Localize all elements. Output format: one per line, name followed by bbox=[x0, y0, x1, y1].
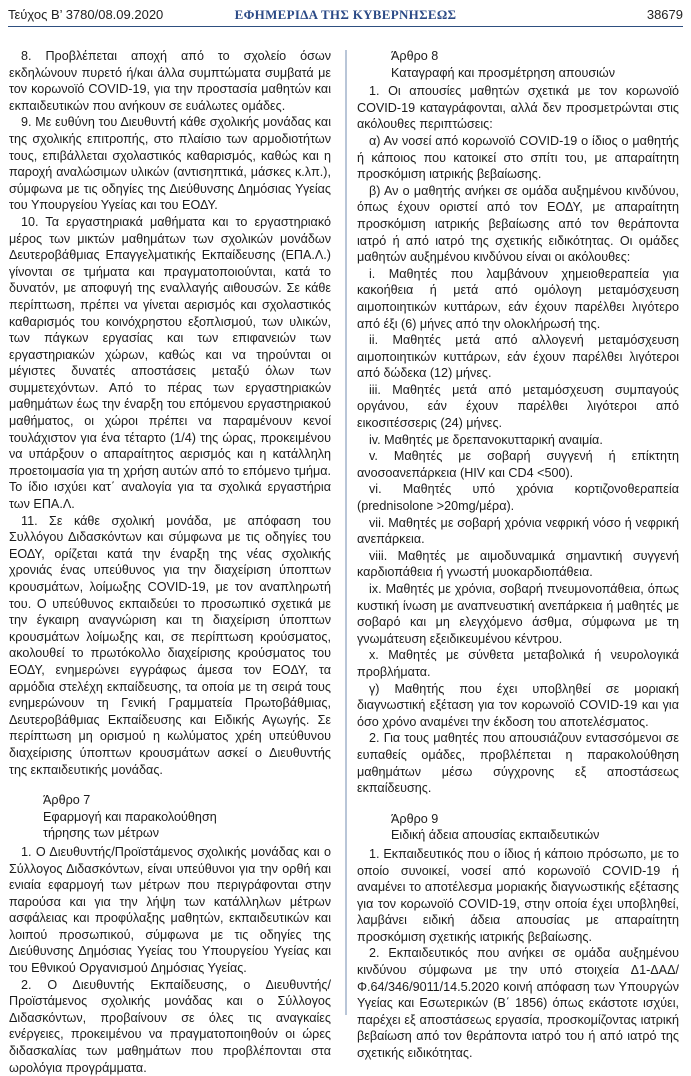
page-header bbox=[8, 4, 683, 27]
risk-group-item: viii. Μαθητές με αιμοδυναμικά σημαντική συγγενή καρδιοπάθεια ή γνωστή μυοκαρδιοπάθεια. bbox=[357, 548, 679, 580]
article-title: Καταγραφή και προσμέτρηση απουσιών bbox=[391, 65, 616, 80]
article-9-heading bbox=[357, 811, 679, 844]
article-7-heading bbox=[9, 792, 331, 842]
right-column bbox=[357, 48, 679, 1062]
article-number: Άρθρο 8 bbox=[391, 49, 439, 63]
issue-number: Τεύχος Β’ 3780/08.09.2020 bbox=[8, 7, 164, 22]
column-divider bbox=[345, 50, 347, 1015]
article-8-paragraph-1: 1. Οι απουσίες μαθητών σχετικά με τον κορωνοϊό COVID-19 καταγράφονται, αλλά δεν προσμετρώνται στις ακόλουθες περιπτώσεις: bbox=[357, 84, 679, 132]
paragraph-11: 11. Σε κάθε σχολική μονάδα, με απόφαση του Συλλόγου Διδασκόντων και σύμφωνα με τις οδηγίες του ΕΟΔΥ, ορίζεται κατά την έναρξη της νέας σχολικής χρονιάς ένας υπεύθυνος για την διαχείριση ύποπτων κρουσμάτων, λοίμωξης COVID-19, με τον αναπληρωτή του. Ο υπεύθυνος εκπαιδεύει το προσωπικό σχετικά με την έγκαιρη αναγνώριση και τη διαχείριση ύποπτων κρουσμάτων λοίμωξης και, σε περίπτωση κρούσματος, ακολουθεί το πρωτόκολλο διαχείρισης κρούσματος του ΕΟΔΥ, ενημερώνει εγγράφως άμεσα τον ΕΟΔΥ, τα αρμόδια στελέχη εκπαίδευσης, τα οποία με τη σειρά τους ενημερώνουν τη Γενική Γραμματεία Πρωτοβάθμιας, Δευτεροβάθμιας Εκπαίδευσης και Ειδικής Αγωγής. Σε περίπτωση μη ορισμού η κωλύματος χρέη υπεύθυνου διαχείρισης ύποπτων κρουσμάτων ασκεί ο Διευθυντής της εκπαιδευτικής μονάδας. bbox=[9, 513, 331, 777]
gazette-title: ΕΦΗΜΕΡΙΔΑ ΤΗΣ ΚΥΒΕΡΝΗΣΕΩΣ bbox=[234, 7, 457, 22]
article-9-paragraph-2: 2. Εκπαιδευτικός που ανήκει σε ομάδα αυξημένου κινδύνου σύμφωνα με την υπό στοιχεία Δ1-ΔΑΔ/Φ.64/346/9011/14.5.2020 κοινή απόφαση των Υπουργών Υγείας και Εσωτερικών (Β΄ 1856) όπως εκάστοτε ισχύει, παρέχει εξ αποστάσεως εργασία, προσκομίζοντας ιατρική βεβαίωση από τον θεράποντα ιατρό του ή από ιατρό της σχετικής ειδικότητας. bbox=[357, 946, 679, 1061]
paragraph-8: 8. Προβλέπεται αποχή από το σχολείο όσων εκδηλώνουν πυρετό ή/και άλλα συμπτώματα συμβατά με τον κορωνοϊό COVID-19, για την προστασία μαθητών και εκπαιδευτικών που ανήκουν σε ευάλωτες ομάδες. bbox=[9, 49, 331, 113]
article-8-paragraph-2: 2. Για τους μαθητές που απουσιάζουν εντασσόμενοι σε ευπαθείς ομάδες, προβλέπεται η παρακολούθηση μαθημάτων μέσω σύγχρονης εξ αποστάσεως εκπαίδευσης. bbox=[357, 731, 679, 796]
risk-group-item: i. Μαθητές που λαμβάνουν χημειοθεραπεία για κακοήθεια ή μετά από ομόλογη μεταμόσχευση αιμοποιητικών κυττάρων, εάν έχουν παρέλθει λιγότερο από έξι (6) μήνες από την ολοκλήρωσή της. bbox=[357, 266, 679, 331]
risk-group-item: x. Μαθητές με σύνθετα μεταβολικά ή νευρολογικά προβλήματα. bbox=[357, 648, 679, 679]
article-title: τήρησης των μέτρων bbox=[43, 826, 160, 841]
article-title: Εφαρμογή και παρακολούθηση bbox=[43, 809, 217, 824]
article-7-paragraph-2: 2. Ο Διευθυντής Εκπαίδευσης, ο Διευθυντής/Προϊστάμενος σχολικής μονάδας και ο Σύλλογος Διδασκόντων, προβαίνουν σε όλες τις αναγκαίες ενέργειες, προκειμένου να πραγματοποιηθούν οι ώρες διδασκαλίας των μαθημάτων που προβλέπονται στα ωρολόγια προγράμματα. bbox=[9, 977, 331, 1075]
risk-group-item: ix. Μαθητές με χρόνια, σοβαρή πνευμονοπάθεια, όπως κυστική ίνωση με αναπνευστική ανεπάρκεια ή μαθητές με σοβαρό και μη ελεγχόμενο άσθμα, σύμφωνα με τη γνωμάτευση εξειδικευμένου κέντρου. bbox=[357, 582, 679, 646]
article-8-case-b: β) Αν ο μαθητής ανήκει σε ομάδα αυξημένου κινδύνου, όπως έχουν οριστεί από τον ΕΟΔΥ, με απαραίτητη προσκόμιση ιατρικής βεβαίωσης από τον θεράποντα ιατρό ή από ιατρό της σχετικής ειδικότητας. Οι ομάδες μαθητών αυξημένου κινδύνου είναι οι ακόλουθες: bbox=[357, 183, 679, 265]
risk-group-item: iv. Μαθητές με δρεπανοκυτταρική αναιμία. bbox=[369, 432, 603, 447]
article-7-paragraph-1: 1. Ο Διευθυντής/Προϊστάμενος σχολικής μονάδας και ο Σύλλογος Διδασκόντων, είναι υπεύθυνοι για την ορθή και ενιαία εφαρμογή των μέτρων που περιγράφονται στην παρούσα και για την λήψη των κατάλληλων μέτρων ασφάλειας και προφύλαξης μαθητών, εκπαιδευτικών και λοιπού προσωπικού, σύμφωνα με τις οδηγίες της Διεύθυνσης Δημόσιας Υγείας του Υπουργείου Υγείας και του Εθνικού Οργανισμού Δημόσιας Υγείας. bbox=[9, 844, 331, 976]
risk-group-item: vii. Μαθητές με σοβαρή χρόνια νεφρική νόσο ή νεφρική ανεπάρκεια. bbox=[357, 515, 679, 547]
article-8-heading bbox=[357, 48, 679, 81]
page-number: 38679 bbox=[646, 7, 683, 22]
article-8-case-a: α) Αν νοσεί από κορωνοϊό COVID-19 ο ίδιος ο μαθητής ή κάποιος που κατοικεί στο σπίτι του, με απαραίτητη προσκόμιση ιατρικής βεβαίωσης. bbox=[357, 133, 679, 182]
paragraph-10: 10. Τα εργαστηριακά μαθήματα και το εργαστηριακό μέρος των μικτών μαθημάτων των σχολικών μονάδων Δευτεροβάθμιας Επαγγελματικής Εκπαίδευσης (ΕΠΑ.Λ.) γίνονται σε τμήματα και πραγματοποιούνται, κατά το δυνατόν, με αποφυγή της εναλλαγής αιθουσών. Σε κάθε περίπτωση, πρέπει να γίνεται αερισμός και σχολαστικός καθαρισμός του κοινόχρηστου εξοπλισμού, των υλικών, των πάγκων εργασίας και των επιφανειών των εργαστηριακών χώρων, καθώς και να τηρούνται οι μέγιστες δυνατές αποστάσεις μεταξύ όλων των συμμετεχόντων. Από το πέρας των εργαστηριακών μαθημάτων έως την έναρξη του επόμενου εργαστηριακού μαθήματος, οι χώροι πρέπει να παραμένουν κενοί τουλάχιστον για ένα τέταρτο (1/4) της ώρας, προκειμένου να υπάρξουν ο απαραίτητος αερισμός και η κατάλληλη προετοιμασία για τη χρήση αυτών από το επόμενο τμήμα. Το ίδιο ισχύει κατ΄ αναλογία για τα σχολικά εργαστήρια των ΕΠΑ.Λ. bbox=[9, 214, 331, 512]
left-column bbox=[9, 48, 331, 1076]
article-number: Άρθρο 7 bbox=[43, 793, 91, 808]
risk-group-item: ii. Μαθητές μετά από αλλογενή μεταμόσχευση αιμοποιητικών κυττάρων, εάν έχουν παρέλθει λιγότεροι από δώδεκα (12) μήνες. bbox=[357, 333, 679, 381]
article-8-case-c: γ) Μαθητής που έχει υποβληθεί σε μοριακή διαγνωστική εξέταση για τον κορωνοϊό COVID-19 και για όσο χρόνο αναμένει την έκδοση του αποτελέσματος. bbox=[357, 681, 679, 729]
paragraph-9: 9. Με ευθύνη του Διευθυντή κάθε σχολικής μονάδας και της σχολικής επιτροπής, στο πλαίσιο των αρμοδιοτήτων τους, επιβάλλεται σχολαστικός καθαρισμός, καθώς και η παροχή αναλώσιμων υλικών (αντισηπτικά, μάσκες κ.λπ.), σύμφωνα με τις οδηγίες της Διεύθυνσης Δημόσιας Υγείας του Υπουργείου Υγείας και του ΕΟΔΥ. bbox=[9, 115, 331, 213]
risk-group-item: v. Μαθητές με σοβαρή συγγενή ή επίκτητη ανοσοανεπάρκεια (HIV και CD4 <500). bbox=[357, 449, 679, 480]
risk-group-item: iii. Μαθητές μετά από μεταμόσχευση συμπαγούς οργάνου, εάν έχουν παρέλθει λιγότεροι από εικοσιτέσσερις (24) μήνες. bbox=[357, 382, 679, 431]
article-number: Άρθρο 9 bbox=[391, 811, 439, 826]
article-9-paragraph-1: 1. Εκπαιδευτικός που ο ίδιος ή κάποιο πρόσωπο, με το οποίο συνοικεί, νοσεί από κορωνοϊό COVID-19 ή αναμένει το αποτέλεσμα μοριακής διαγνωστικής εξέτασης για τον κορωνοϊό COVID-19, στην οποία έχει υποβληθεί, λαμβάνει ειδική άδεια απουσίας με απαραίτητη προσκόμιση σχετικής ιατρικής βεβαίωσης. bbox=[357, 846, 679, 944]
risk-group-item: vi. Μαθητές υπό χρόνια κορτιζονοθεραπεία (prednisolone >20mg/μέρα). bbox=[357, 482, 679, 514]
article-title: Ειδική άδεια απουσίας εκπαιδευτικών bbox=[391, 828, 600, 843]
